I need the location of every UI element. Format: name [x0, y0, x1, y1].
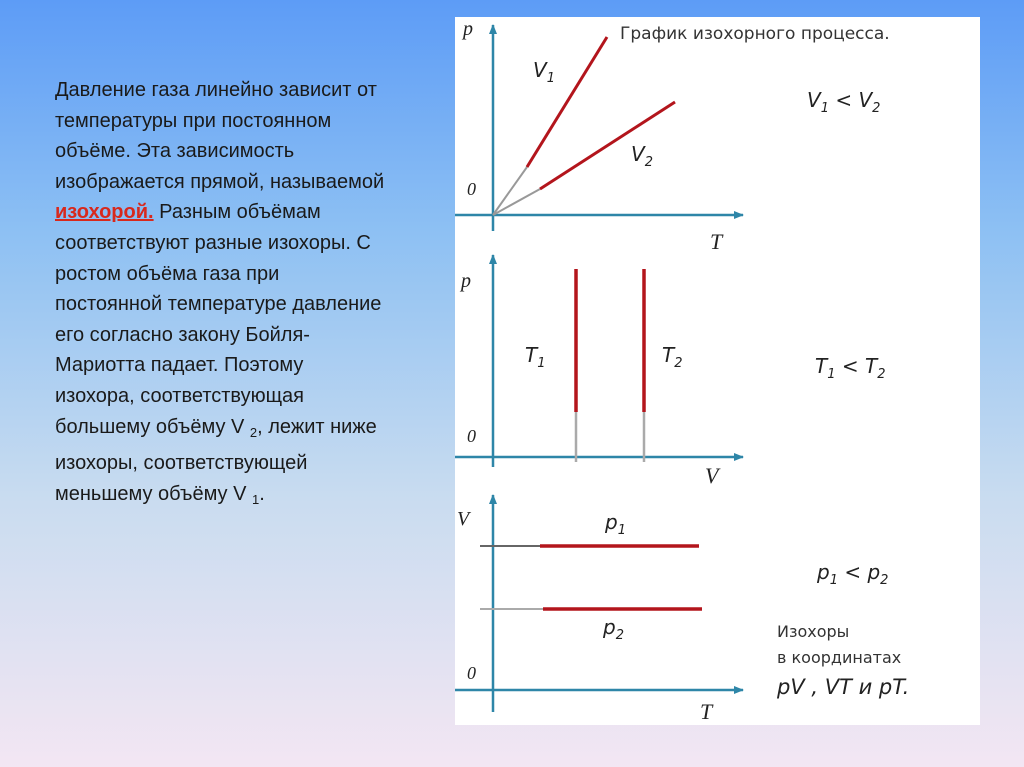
- subscript-1: 1: [252, 491, 260, 507]
- graph1-label-v2: $V_2$: [631, 142, 653, 170]
- graph3-origin: 0: [467, 663, 476, 683]
- isochore-diagrams: [455, 17, 980, 725]
- graph1-extrapolation-v2: [493, 189, 540, 215]
- note-line-1: Изохоры: [777, 622, 850, 641]
- note-line-2: в координатах: [777, 648, 902, 667]
- graph2-label-t2: $T_2$: [662, 343, 683, 371]
- graph2-origin: 0: [467, 426, 476, 446]
- graph1-y-label: p: [463, 18, 473, 40]
- figure-title: График изохорного процесса.: [620, 24, 890, 44]
- subscript-2: 2: [249, 424, 258, 440]
- note-line-3: pV , VT и pT.: [777, 675, 910, 699]
- graph1-label-v1: $V_1$: [533, 58, 555, 86]
- graph2-relation: $T_1 < T_2$: [815, 354, 886, 382]
- graph1-extrapolation-v1: [493, 167, 527, 215]
- text-part-3: , лежит ниже изохоры, соответствующей меньшему объёму V: [55, 415, 383, 505]
- description-text: [55, 75, 390, 515]
- isochore-term: изохорой.: [55, 201, 154, 224]
- text-part-2: Разным объёмам соответствуют разные изохоры. С ростом объёма газа при постоянной температуре давление его согласно закону Бойля-Мариотта падает. Поэтому изохора, соответствующая большему объёму V: [55, 201, 387, 438]
- graph2-y-label: p: [461, 270, 471, 292]
- graph-p-v: [455, 255, 885, 488]
- graph2-x-label: V: [705, 463, 719, 488]
- isochore-v1-line: [527, 37, 607, 167]
- graph3-x-label: T: [700, 699, 713, 724]
- graph3-y-label: V: [457, 508, 470, 530]
- text-part-4: .: [259, 482, 265, 505]
- graph3-relation: $p_1 < p_2$: [817, 560, 889, 588]
- graph-v-t: [455, 495, 909, 724]
- graph2-label-t1: $T_1$: [525, 343, 546, 371]
- graph3-label-p1: $p_1$: [605, 510, 626, 538]
- graph1-x-label: T: [710, 229, 723, 254]
- graph1-relation: $V_1 < V_2$: [807, 88, 881, 116]
- graph3-label-p2: $p_2$: [603, 615, 624, 643]
- isochore-figure: [455, 17, 980, 725]
- graph-p-t: [455, 18, 880, 254]
- text-part-1: Давление газа линейно зависит от температуры при постоянном объёме. Эта зависимость изображается прямой, называемой: [55, 79, 390, 193]
- graph1-origin: 0: [467, 179, 476, 199]
